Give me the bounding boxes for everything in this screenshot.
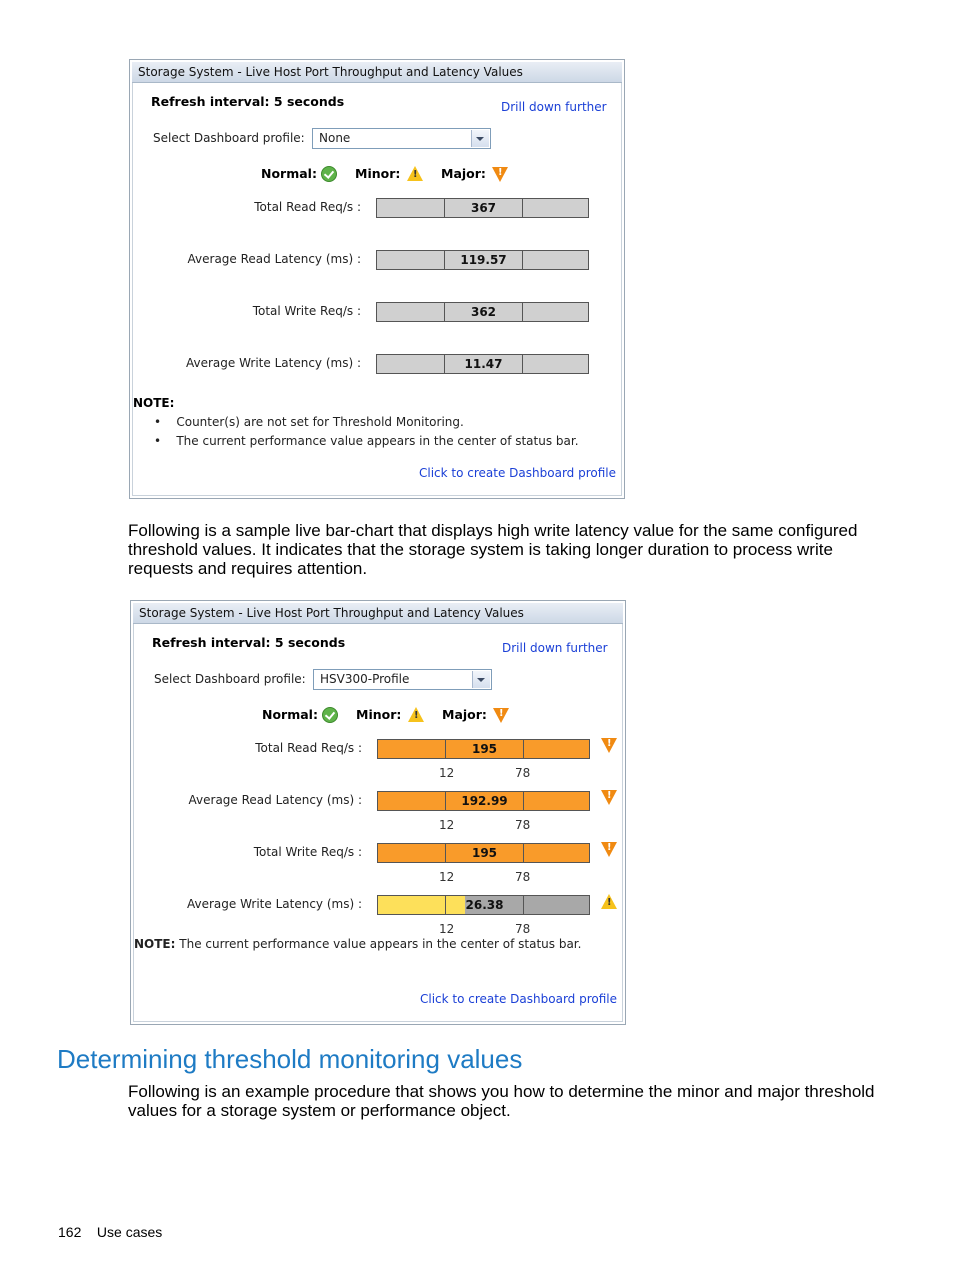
- dashboard-profile-select[interactable]: [312, 128, 491, 149]
- major-alert-icon: [492, 167, 508, 182]
- row-label-total-read: Total Read Req/s :: [254, 200, 361, 214]
- paragraph-live-chart: Following is a sample live bar-chart that displays high write latency value for the same configured threshold values. It indicates that the storage system is taking longer duration to process write requests and requires attention.: [128, 521, 858, 578]
- note-bullet-2: • The current performance value appears in the center of status bar.: [154, 434, 579, 448]
- status-bar-avg-write-latency: [377, 895, 590, 915]
- row-label-avg-read-latency: Average Read Latency (ms) :: [187, 252, 361, 266]
- profile-value: None: [319, 131, 351, 145]
- row-label-total-write: Total Write Req/s :: [252, 304, 361, 318]
- legend-minor-label: Minor:: [356, 707, 402, 722]
- footer-section: Use cases: [96, 1224, 163, 1240]
- current-value: 26.38: [445, 896, 523, 914]
- refresh-interval: Refresh interval: 5 seconds: [152, 635, 346, 650]
- minor-warning-icon: [407, 166, 423, 181]
- note-heading: NOTE:: [133, 396, 175, 410]
- normal-status-icon: [322, 707, 338, 723]
- profile-value: HSV300-Profile: [320, 672, 410, 686]
- panel-title: Storage System - Live Host Port Throughput and Latency Values: [132, 62, 622, 83]
- status-bar-total-read: [376, 198, 589, 218]
- profile-label: Select Dashboard profile:: [154, 672, 306, 686]
- page-footer: [58, 1224, 162, 1240]
- chevron-down-icon[interactable]: [471, 130, 489, 147]
- drill-down-link[interactable]: Drill down further: [502, 641, 608, 655]
- dashboard-panel-1: [129, 59, 625, 499]
- note-line: NOTE: The current performance value appears in the center of status bar.: [134, 937, 582, 951]
- row-label-avg-read-latency: Average Read Latency (ms) :: [188, 793, 362, 807]
- current-value: 362: [444, 303, 522, 321]
- row-label-total-write: Total Write Req/s :: [253, 845, 362, 859]
- status-bar-total-read: [377, 739, 590, 759]
- min-threshold: 12: [439, 766, 455, 780]
- max-threshold: 78: [515, 922, 531, 936]
- row-label-total-read: Total Read Req/s :: [255, 741, 362, 755]
- profile-label: Select Dashboard profile:: [153, 131, 305, 145]
- status-bar-avg-read-latency: [376, 250, 589, 270]
- current-value: 119.57: [444, 251, 522, 269]
- row-label-avg-write-latency: Average Write Latency (ms) :: [186, 356, 361, 370]
- max-threshold: 78: [515, 818, 531, 832]
- legend-normal-label: Normal:: [262, 707, 318, 722]
- note-bullet-1: • Counter(s) are not set for Threshold Monitoring.: [154, 415, 464, 429]
- panel-title: Storage System - Live Host Port Throughput and Latency Values: [133, 603, 623, 624]
- dashboard-profile-select[interactable]: [313, 669, 492, 690]
- major-alert-icon: [601, 790, 617, 805]
- legend-major-label: Major:: [441, 166, 486, 181]
- current-value: 367: [444, 199, 522, 217]
- row-label-avg-write-latency: Average Write Latency (ms) :: [187, 897, 362, 911]
- refresh-interval: Refresh interval: 5 seconds: [151, 94, 345, 109]
- min-threshold: 12: [439, 818, 455, 832]
- current-value: 192.99: [445, 792, 523, 810]
- max-threshold: 78: [515, 766, 531, 780]
- note-heading: NOTE:: [134, 937, 176, 951]
- major-alert-icon: [493, 708, 509, 723]
- status-bar-total-write: [377, 843, 590, 863]
- current-value: 195: [445, 844, 523, 862]
- status-bar-avg-read-latency: [377, 791, 590, 811]
- normal-status-icon: [321, 166, 337, 182]
- max-threshold: 78: [515, 870, 531, 884]
- drill-down-link[interactable]: Drill down further: [501, 100, 607, 114]
- current-value: 195: [445, 740, 523, 758]
- current-value: 11.47: [444, 355, 522, 373]
- major-alert-icon: [601, 738, 617, 753]
- legend-minor-label: Minor:: [355, 166, 401, 181]
- chevron-down-icon[interactable]: [472, 671, 490, 688]
- major-alert-icon: [601, 842, 617, 857]
- paragraph-procedure: Following is an example procedure that shows you how to determine the minor and major threshold values for a storage system or performance object.: [128, 1082, 875, 1120]
- legend-major-label: Major:: [442, 707, 487, 722]
- minor-warning-icon: [408, 707, 424, 722]
- minor-warning-icon: [601, 894, 617, 909]
- section-heading: Determining threshold monitoring values: [57, 1044, 523, 1074]
- status-bar-total-write: [376, 302, 589, 322]
- legend-normal-label: Normal:: [261, 166, 317, 181]
- create-profile-link[interactable]: Click to create Dashboard profile: [420, 992, 617, 1006]
- page-number: 162: [58, 1224, 82, 1240]
- status-bar-avg-write-latency: [376, 354, 589, 374]
- create-profile-link[interactable]: Click to create Dashboard profile: [419, 466, 616, 480]
- min-threshold: 12: [439, 870, 455, 884]
- dashboard-panel-2: [130, 600, 626, 1025]
- min-threshold: 12: [439, 922, 455, 936]
